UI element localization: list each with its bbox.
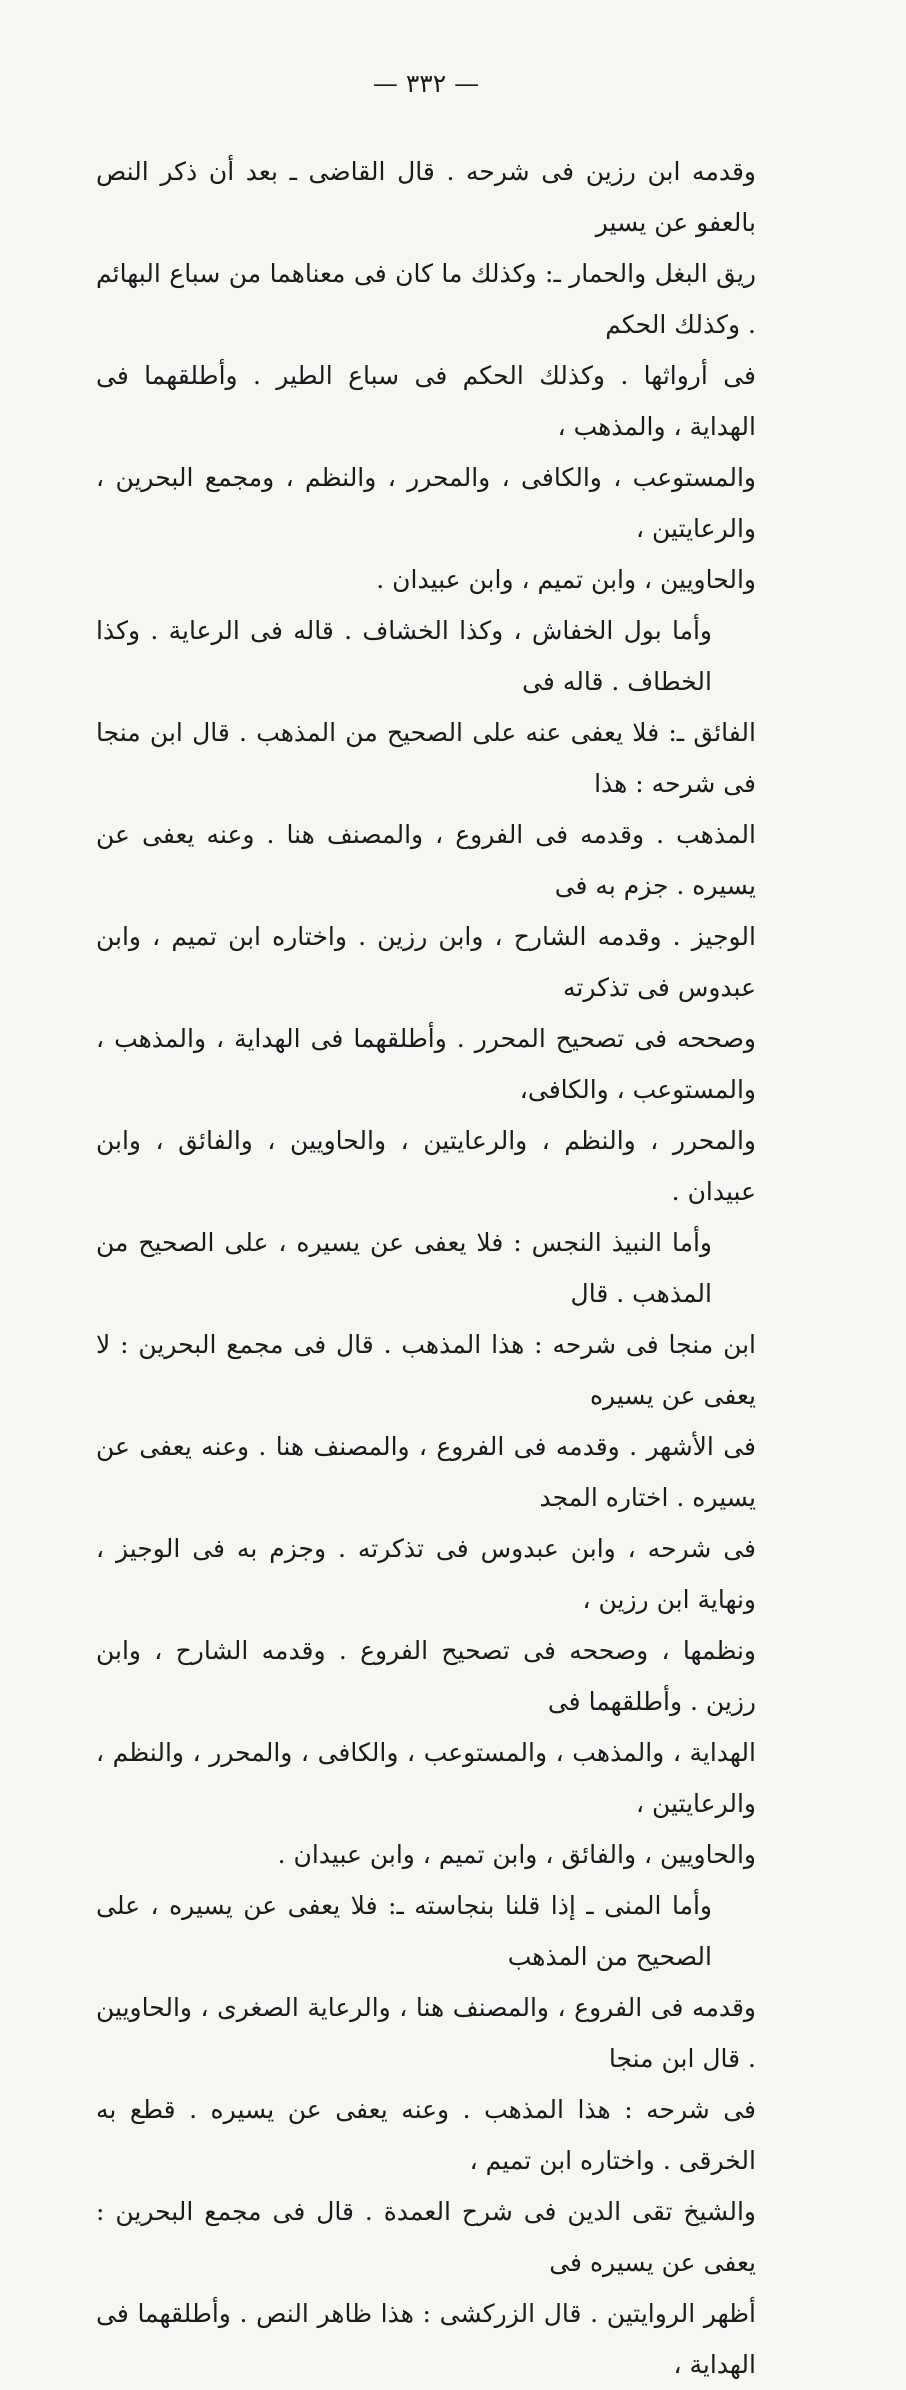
text-line: وأما بول الخفاش ، وكذا الخشاف . قاله فى الرعاية . وكذا الخطاف . قاله فى bbox=[96, 616, 712, 696]
text-line: وقدمه ابن رزين فى شرحه . قال القاضى ـ بعد أن ذكر النص بالعفو عن يسير bbox=[96, 157, 756, 237]
paragraph-3 bbox=[96, 1217, 756, 1880]
text-line: فى شرحه ، وابن عبدوس فى تذكرته . وجزم به فى الوجيز ، ونهاية ابن رزين ، bbox=[96, 1534, 756, 1614]
text-line: أظهر الروايتين . قال الزركشى : هذا ظاهر النص . وأطلقهما فى الهداية ، bbox=[96, 2299, 756, 2379]
text-line: الفائق ـ: فلا يعفى عنه على الصحيح من المذهب . قال ابن منجا فى شرحه : هذا bbox=[96, 718, 756, 798]
text-line: وأما المنى ـ إذا قلنا بنجاسته ـ: فلا يعفى عن يسيره ، على الصحيح من المذهب bbox=[96, 1891, 712, 1971]
text-line: فى أرواثها . وكذلك الحكم فى سباع الطير . وأطلقهما فى الهداية ، والمذهب ، bbox=[96, 361, 756, 441]
body-text bbox=[96, 146, 756, 2390]
text-line: وقدمه فى الفروع ، والمصنف هنا ، والرعاية الصغرى ، والحاويين . قال ابن منجا bbox=[96, 1993, 756, 2073]
page-number: — ٣٣٢ — bbox=[372, 69, 480, 98]
text-line: فى شرحه : هذا المذهب . وعنه يعفى عن يسيره . قطع به الخرقى . واختاره ابن تميم ، bbox=[96, 2095, 756, 2175]
text-line: فى الأشهر . وقدمه فى الفروع ، والمصنف هنا . وعنه يعفى عن يسيره . اختاره المجد bbox=[96, 1432, 756, 1512]
text-line: ونظمها ، وصححه فى تصحيح الفروع . وقدمه الشارح ، وابن رزين . وأطلقهما فى bbox=[96, 1636, 756, 1716]
text-line: ريق البغل والحمار ـ: وكذلك ما كان فى معناهما من سباع البهائم . وكذلك الحكم bbox=[96, 259, 756, 339]
text-line: الوجيز . وقدمه الشارح ، وابن رزين . واختاره ابن تميم ، وابن عبدوس فى تذكرته bbox=[96, 922, 756, 1002]
paragraph-1 bbox=[96, 146, 756, 605]
paragraph-2 bbox=[96, 605, 756, 1217]
paragraph-4 bbox=[96, 1880, 756, 2390]
text-line: والشيخ تقى الدين فى شرح العمدة . قال فى مجمع البحرين : يعفى عن يسيره فى bbox=[96, 2197, 756, 2277]
text-line: ابن منجا فى شرحه : هذا المذهب . قال فى مجمع البحرين : لا يعفى عن يسيره bbox=[96, 1330, 756, 1410]
text-line: المذهب . وقدمه فى الفروع ، والمصنف هنا . وعنه يعفى عن يسيره . جزم به فى bbox=[96, 820, 756, 900]
text-line: والمحرر ، والنظم ، والرعايتين ، والحاويين ، والفائق ، وابن عبيدان . bbox=[96, 1126, 756, 1206]
text-line: الهداية ، والمذهب ، والمستوعب ، والكافى ، والمحرر ، والنظم ، والرعايتين ، bbox=[96, 1738, 756, 1818]
text-line: والحاويين ، والفائق ، وابن تميم ، وابن عبيدان . bbox=[277, 1840, 756, 1869]
text-line: والحاويين ، وابن تميم ، وابن عبيدان . bbox=[376, 565, 756, 594]
text-line: والمستوعب ، والكافى ، والمحرر ، والنظم ، ومجمع البحرين ، والرعايتين ، bbox=[96, 463, 756, 543]
text-line: وصححه فى تصحيح المحرر . وأطلقهما فى الهداية ، والمذهب ، والمستوعب ، والكافى، bbox=[96, 1024, 756, 1104]
text-line: وأما النبيذ النجس : فلا يعفى عن يسيره ، على الصحيح من المذهب . قال bbox=[96, 1228, 712, 1308]
